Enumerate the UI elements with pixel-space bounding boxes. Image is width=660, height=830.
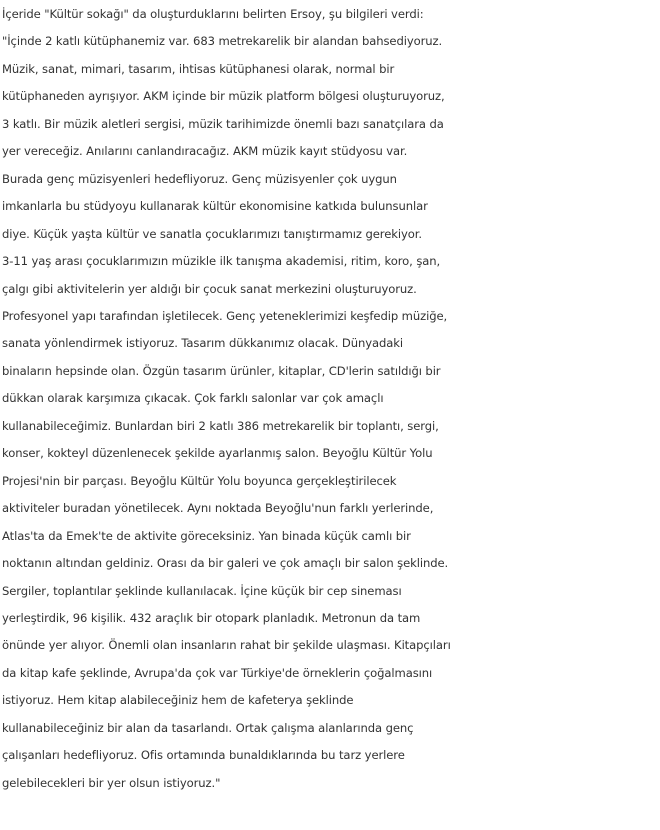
text-line: aktiviteler buradan yönetilecek. Aynı noktada Beyoğlu'nun farklı yerlerinde,	[2, 501, 434, 516]
text-line: kullanabileceğiniz bir alan da tasarlandı. Ortak çalışma alanlarında genç	[2, 720, 414, 735]
text-line: Sergiler, toplantılar şeklinde kullanılacak. İçine küçük bir cep sineması	[2, 583, 402, 598]
text-line: Profesyonel yapı tarafından işletilecek. Genç yeteneklerimizi keşfedip müziğe,	[2, 308, 448, 323]
text-line: da kitap kafe şeklinde, Avrupa'da çok var Türkiye'de örneklerin çoğalmasını	[2, 665, 433, 680]
text-line: İçeride "Kültür sokağı" da oluşturduklarını belirten Ersoy, şu bilgileri verdi:	[2, 7, 424, 21]
text-line: binaların hepsinde olan. Özgün tasarım ürünler, kitaplar, CD'lerin satıldığı bir	[2, 363, 441, 378]
text-line: Atlas'ta da Emek'te de aktivite göreceksiniz. Yan binada küçük camlı bir	[2, 528, 411, 543]
text-line: sanata yönlendirmek istiyoruz. Tasarım dükkanımız olacak. Dünyadaki	[2, 336, 403, 351]
text-line: çalışanları hedefliyoruz. Ofis ortamında bunaldıklarında bu tarz yerlere	[2, 748, 405, 763]
text-line: önünde yer alıyor. Önemli olan insanların rahat bir şekilde ulaşması. Kitapçıları	[2, 638, 451, 653]
text-line: imkanlarla bu stüdyoyu kullanarak kültür ekonomisine katkıda bulunsunlar	[2, 199, 428, 214]
text-line: 3-11 yaş arası çocuklarımızın müzikle ilk tanışma akademisi, ritim, koro, şan,	[2, 254, 441, 269]
text-line: gelebilecekleri bir yer olsun istiyoruz."	[2, 775, 221, 790]
text-line: çalgı gibi aktivitelerin yer aldığı bir çocuk sanat merkezini oluşturuyoruz.	[2, 281, 417, 296]
text-line: Projesi'nin bir parçası. Beyoğlu Kültür Yolu boyunca gerçekleştirilecek	[2, 473, 397, 488]
text-line: "İçinde 2 katlı kütüphanemiz var. 683 metrekarelik bir alandan bahsediyoruz.	[2, 34, 443, 49]
text-line: dükkan olarak karşımıza çıkacak. Çok farklı salonlar var çok amaçlı	[2, 391, 384, 406]
text-line: kütüphaneden ayrışıyor. AKM içinde bir müzik platform bölgesi oluşturuyoruz,	[2, 89, 445, 104]
text-line: Müzik, sanat, mimari, tasarım, ihtisas kütüphanesi olarak, normal bir	[2, 61, 395, 76]
text-line: yer vereceğiz. Anılarını canlandıracağız. AKM müzik kayıt stüdyosu var.	[2, 144, 408, 159]
text-line: diye. Küçük yaşta kültür ve sanatla çocuklarımızı tanıştırmamız gerekiyor.	[2, 226, 422, 241]
text-line: yerleştirdik, 96 kişilik. 432 araçlık bir otopark planladık. Metronun da tam	[2, 610, 421, 625]
text-line: 3 katlı. Bir müzik aletleri sergisi, müzik tarihimizde önemli bazı sanatçılara da	[2, 116, 444, 131]
text-line: Burada genç müzisyenleri hedefliyoruz. Genç müzisyenler çok uygun	[2, 171, 397, 186]
text-line: noktanın altından geldiniz. Orası da bir galeri ve çok amaçlı bir salon şeklinde.	[2, 556, 449, 571]
text-line: istiyoruz. Hem kitap alabileceğiniz hem de kafeterya şeklinde	[2, 693, 354, 708]
text-line: kullanabileceğimiz. Bunlardan biri 2 katlı 386 metrekarelik bir toplantı, sergi,	[2, 418, 439, 433]
text-line: konser, kokteyl düzenlenecek şekilde ayarlanmış salon. Beyoğlu Kültür Yolu	[2, 446, 433, 461]
